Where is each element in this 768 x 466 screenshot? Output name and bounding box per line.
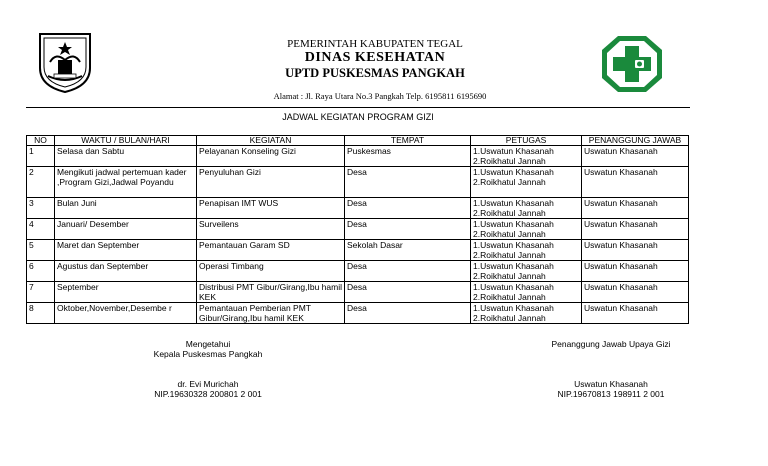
schedule-table — [26, 135, 689, 324]
cell-penanggung-jawab: Uswatun Khasanah — [582, 146, 689, 167]
cell-tempat: Desa — [345, 303, 471, 324]
signature-left-acknowledged: Mengetahui — [185, 339, 231, 349]
cell-no: 7 — [27, 282, 55, 303]
table-row — [27, 303, 689, 324]
header-unit: UPTD PUSKESMAS PANGKAH — [285, 66, 465, 80]
petugas-1: 1.Uswatun Khasanah — [473, 303, 554, 313]
table-row — [27, 198, 689, 219]
cell-petugas — [471, 240, 582, 261]
table-row — [27, 261, 689, 282]
signature-left — [120, 339, 296, 399]
petugas-2: 2.Roikhatul Jannah — [473, 156, 546, 166]
cell-no: 6 — [27, 261, 55, 282]
cell-no: 8 — [27, 303, 55, 324]
header-tempat: TEMPAT — [345, 136, 471, 146]
cell-waktu: Agustus dan September — [55, 261, 197, 282]
cell-waktu: September — [55, 282, 197, 303]
petugas-2: 2.Roikhatul Jannah — [473, 177, 546, 187]
cell-petugas — [471, 261, 582, 282]
cell-kegiatan: Penyuluhan Gizi — [197, 167, 345, 198]
petugas-1: 1.Uswatun Khasanah — [473, 167, 554, 177]
cell-penanggung-jawab: Uswatun Khasanah — [582, 219, 689, 240]
cell-petugas — [471, 167, 582, 198]
cell-penanggung-jawab: Uswatun Khasanah — [582, 261, 689, 282]
petugas-1: 1.Uswatun Khasanah — [473, 240, 554, 250]
petugas-2: 2.Roikhatul Jannah — [473, 229, 546, 239]
signature-right-nip: NIP.19670813 198911 2 001 — [557, 389, 665, 399]
signature-left-name: dr. Evi Murichah — [177, 379, 239, 389]
cell-kegiatan: Pemantauan Pemberian PMT Gibur/Girang,Ibu hamil KEK — [197, 303, 345, 324]
document-title: JADWAL KEGIATAN PROGRAM GIZI — [282, 112, 434, 122]
cell-waktu: Januari/ Desember — [55, 219, 197, 240]
header-agency: DINAS KESEHATAN — [304, 50, 446, 65]
cell-tempat: Desa — [345, 167, 471, 198]
cell-kegiatan: Pelayanan Konseling Gizi — [197, 146, 345, 167]
cell-tempat: Desa — [345, 282, 471, 303]
petugas-1: 1.Uswatun Khasanah — [473, 198, 554, 208]
cell-tempat: Desa — [345, 261, 471, 282]
signature-left-nip: NIP.19630328 200801 2 001 — [154, 389, 262, 399]
petugas-2: 2.Roikhatul Jannah — [473, 208, 546, 218]
cell-kegiatan: Surveilens — [197, 219, 345, 240]
puskesmas-logo — [600, 34, 664, 94]
petugas-1: 1.Uswatun Khasanah — [473, 146, 554, 156]
table-header-row — [27, 136, 689, 146]
petugas-2: 2.Roikhatul Jannah — [473, 250, 546, 260]
cell-petugas — [471, 282, 582, 303]
petugas-2: 2.Roikhatul Jannah — [473, 313, 546, 323]
petugas-1: 1.Uswatun Khasanah — [473, 282, 554, 292]
cell-no: 4 — [27, 219, 55, 240]
petugas-1: 1.Uswatun Khasanah — [473, 261, 554, 271]
cell-penanggung-jawab: Uswatun Khasanah — [582, 198, 689, 219]
cell-penanggung-jawab: Uswatun Khasanah — [582, 240, 689, 261]
table-row — [27, 167, 689, 198]
header-petugas: PETUGAS — [471, 136, 582, 146]
signature-left-position: Kepala Puskesmas Pangkah — [153, 349, 263, 359]
petugas-2: 2.Roikhatul Jannah — [473, 271, 546, 281]
header-penanggung-jawab: PENANGGUNG JAWAB — [582, 136, 689, 146]
cell-petugas — [471, 146, 582, 167]
header-address: Alamat : Jl. Raya Utara No.3 Pangkah Telp. 6195811 6195690 — [273, 91, 487, 101]
table-row — [27, 146, 689, 167]
petugas-1: 1.Uswatun Khasanah — [473, 219, 554, 229]
cell-waktu: Selasa dan Sabtu — [55, 146, 197, 167]
table-row — [27, 282, 689, 303]
header-government: PEMERINTAH KABUPATEN TEGAL — [287, 38, 463, 50]
cell-waktu: Mengikuti jadwal pertemuan kader ,Program Gizi,Jadwal Poyandu — [55, 167, 197, 198]
cell-tempat: Puskesmas — [345, 146, 471, 167]
signature-right — [526, 339, 696, 399]
cell-kegiatan: Distribusi PMT Gibur/Girang,Ibu hamil KEK — [197, 282, 345, 303]
cell-kegiatan: Pemantauan Garam SD — [197, 240, 345, 261]
cell-tempat: Sekolah Dasar — [345, 240, 471, 261]
cell-waktu: Oktober,November,Desembe r — [55, 303, 197, 324]
header-no: NO — [27, 136, 55, 146]
cell-waktu: Maret dan September — [55, 240, 197, 261]
cell-no: 2 — [27, 167, 55, 198]
cell-no: 3 — [27, 198, 55, 219]
cell-kegiatan: Penapisan IMT WUS — [197, 198, 345, 219]
cell-waktu: Bulan Juni — [55, 198, 197, 219]
header-waktu: WAKTU / BULAN/HARI — [55, 136, 197, 146]
signature-right-position: Penanggung Jawab Upaya Gizi — [551, 339, 671, 349]
table-row — [27, 219, 689, 240]
signature-right-name: Uswatun Khasanah — [574, 379, 648, 389]
table-row — [27, 240, 689, 261]
cell-penanggung-jawab: Uswatun Khasanah — [582, 282, 689, 303]
cell-kegiatan: Operasi Timbang — [197, 261, 345, 282]
header-kegiatan: KEGIATAN — [197, 136, 345, 146]
header-divider — [26, 107, 690, 108]
cell-petugas — [471, 303, 582, 324]
cell-no: 1 — [27, 146, 55, 167]
kabupaten-tegal-emblem — [36, 30, 94, 94]
petugas-2: 2.Roikhatul Jannah — [473, 292, 546, 302]
cell-tempat: Desa — [345, 219, 471, 240]
cell-petugas — [471, 219, 582, 240]
cell-penanggung-jawab: Uswatun Khasanah — [582, 303, 689, 324]
cell-no: 5 — [27, 240, 55, 261]
cell-tempat: Desa — [345, 198, 471, 219]
cell-petugas — [471, 198, 582, 219]
cell-penanggung-jawab: Uswatun Khasanah — [582, 167, 689, 198]
